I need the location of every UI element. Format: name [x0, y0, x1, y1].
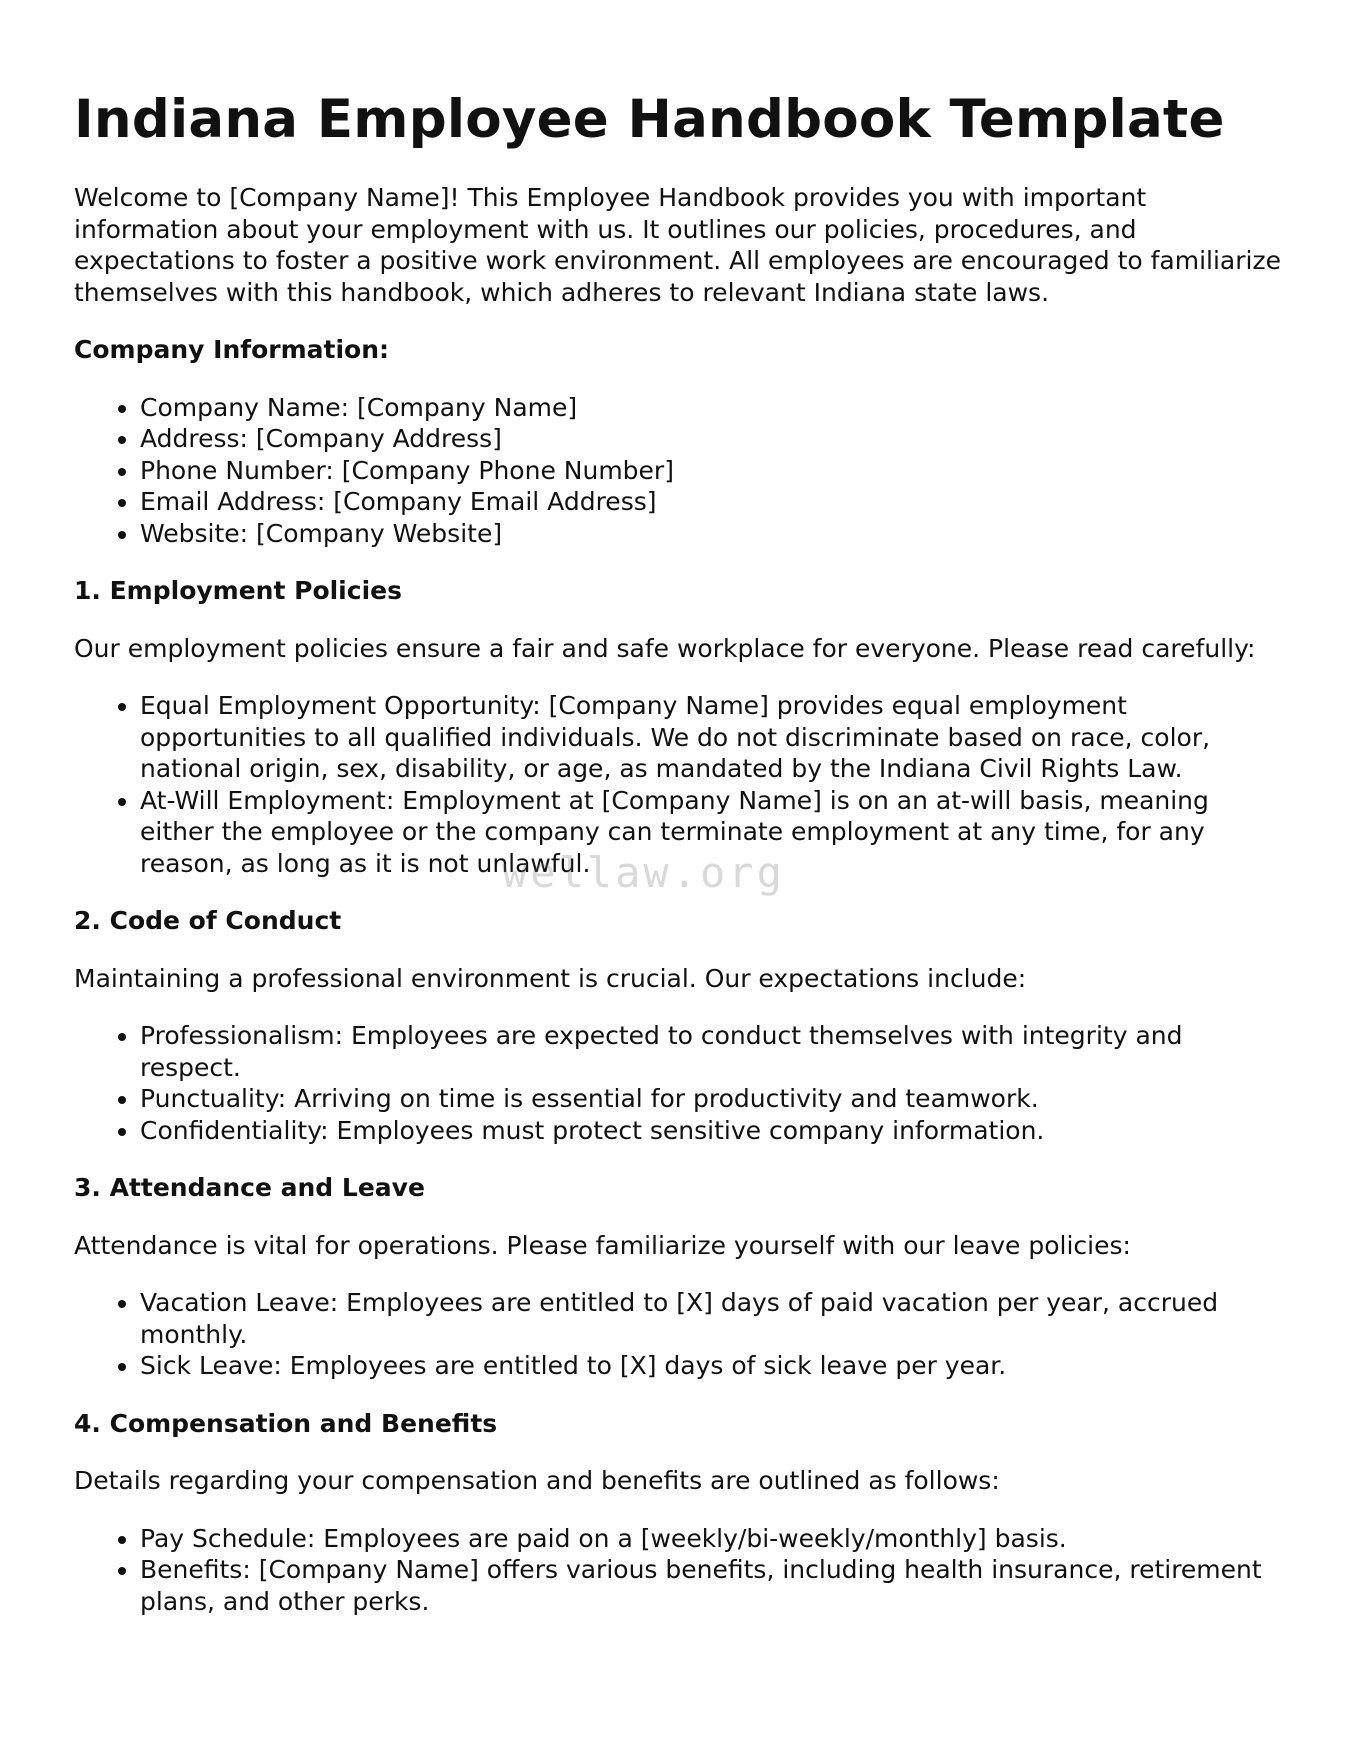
- section-text: Our employment policies ensure a fair and safe workplace for everyone. Please read carefully:: [74, 633, 1256, 663]
- list-item: • Benefits: [Company Name] offers various benefits, including health insurance, retirement plans, and other perks.: [140, 1554, 1284, 1617]
- company-info-list: [74, 392, 1284, 550]
- section-text: Details regarding your compensation and benefits are outlined as follows:: [74, 1466, 1000, 1495]
- document-title: Indiana Employee Handbook Template: [74, 89, 1225, 150]
- list-item: • Company Name: [Company Name]: [140, 392, 1284, 424]
- section-list: [74, 1020, 1284, 1146]
- list-item: • Vacation Leave: Employees are entitled to [X] days of paid vacation per year, accrued monthly.: [140, 1287, 1284, 1350]
- list-item: • Pay Schedule: Employees are paid on a [weekly/bi-weekly/monthly] basis.: [140, 1523, 1284, 1555]
- list-item: • Equal Employment Opportunity: [Company Name] provides equal employment opportunities to all qualified individuals. We do not discriminate based on race, color, national origin, sex, disability, or age, as mandated by the Indiana Civil Rights Law.: [140, 690, 1284, 785]
- intro-paragraph: Welcome to [Company Name]! This Employee Handbook provides you with important information about your employment with us. It outlines our policies, procedures, and expectations to foster a positive work environment. All employees are encouraged to familiarize themselves with this handbook, which adheres to relevant Indiana state laws.: [74, 183, 1281, 307]
- list-item: • Sick Leave: Employees are entitled to [X] days of sick leave per year.: [140, 1350, 1284, 1382]
- section-heading-employment-policies: 1. Employment Policies: [74, 576, 402, 605]
- watermark: wellaw.org: [502, 848, 785, 897]
- list-item: • Website: [Company Website]: [140, 518, 1284, 550]
- section-list: [74, 690, 1284, 879]
- list-item: • At-Will Employment: Employment at [Company Name] is on an at-will basis, meaning either the employee or the company can terminate employment at any time, for any reason, as long as it is not unlawful.: [140, 785, 1284, 880]
- section-text: Attendance is vital for operations. Please familiarize yourself with our leave policies:: [74, 1230, 1131, 1260]
- section-heading-attendance-and-leave: 3. Attendance and Leave: [74, 1173, 425, 1202]
- company-info-heading: Company Information:: [74, 335, 390, 364]
- section-list: [74, 1523, 1284, 1618]
- section-heading-code-of-conduct: 2. Code of Conduct: [74, 906, 342, 935]
- document-page: [74, 88, 1284, 1643]
- list-item: • Confidentiality: Employees must protect sensitive company information.: [140, 1115, 1284, 1147]
- list-item: • Email Address: [Company Email Address]: [140, 486, 1284, 518]
- section-heading-compensation-and-benefits: 4. Compensation and Benefits: [74, 1408, 498, 1438]
- list-item: • Phone Number: [Company Phone Number]: [140, 455, 1284, 487]
- section-text: Maintaining a professional environment is crucial. Our expectations include:: [74, 963, 1027, 993]
- section-list: [74, 1287, 1284, 1382]
- list-item: • Punctuality: Arriving on time is essential for productivity and teamwork.: [140, 1083, 1284, 1115]
- list-item: • Address: [Company Address]: [140, 423, 1284, 455]
- list-item: • Professionalism: Employees are expected to conduct themselves with integrity and respect.: [140, 1020, 1284, 1083]
